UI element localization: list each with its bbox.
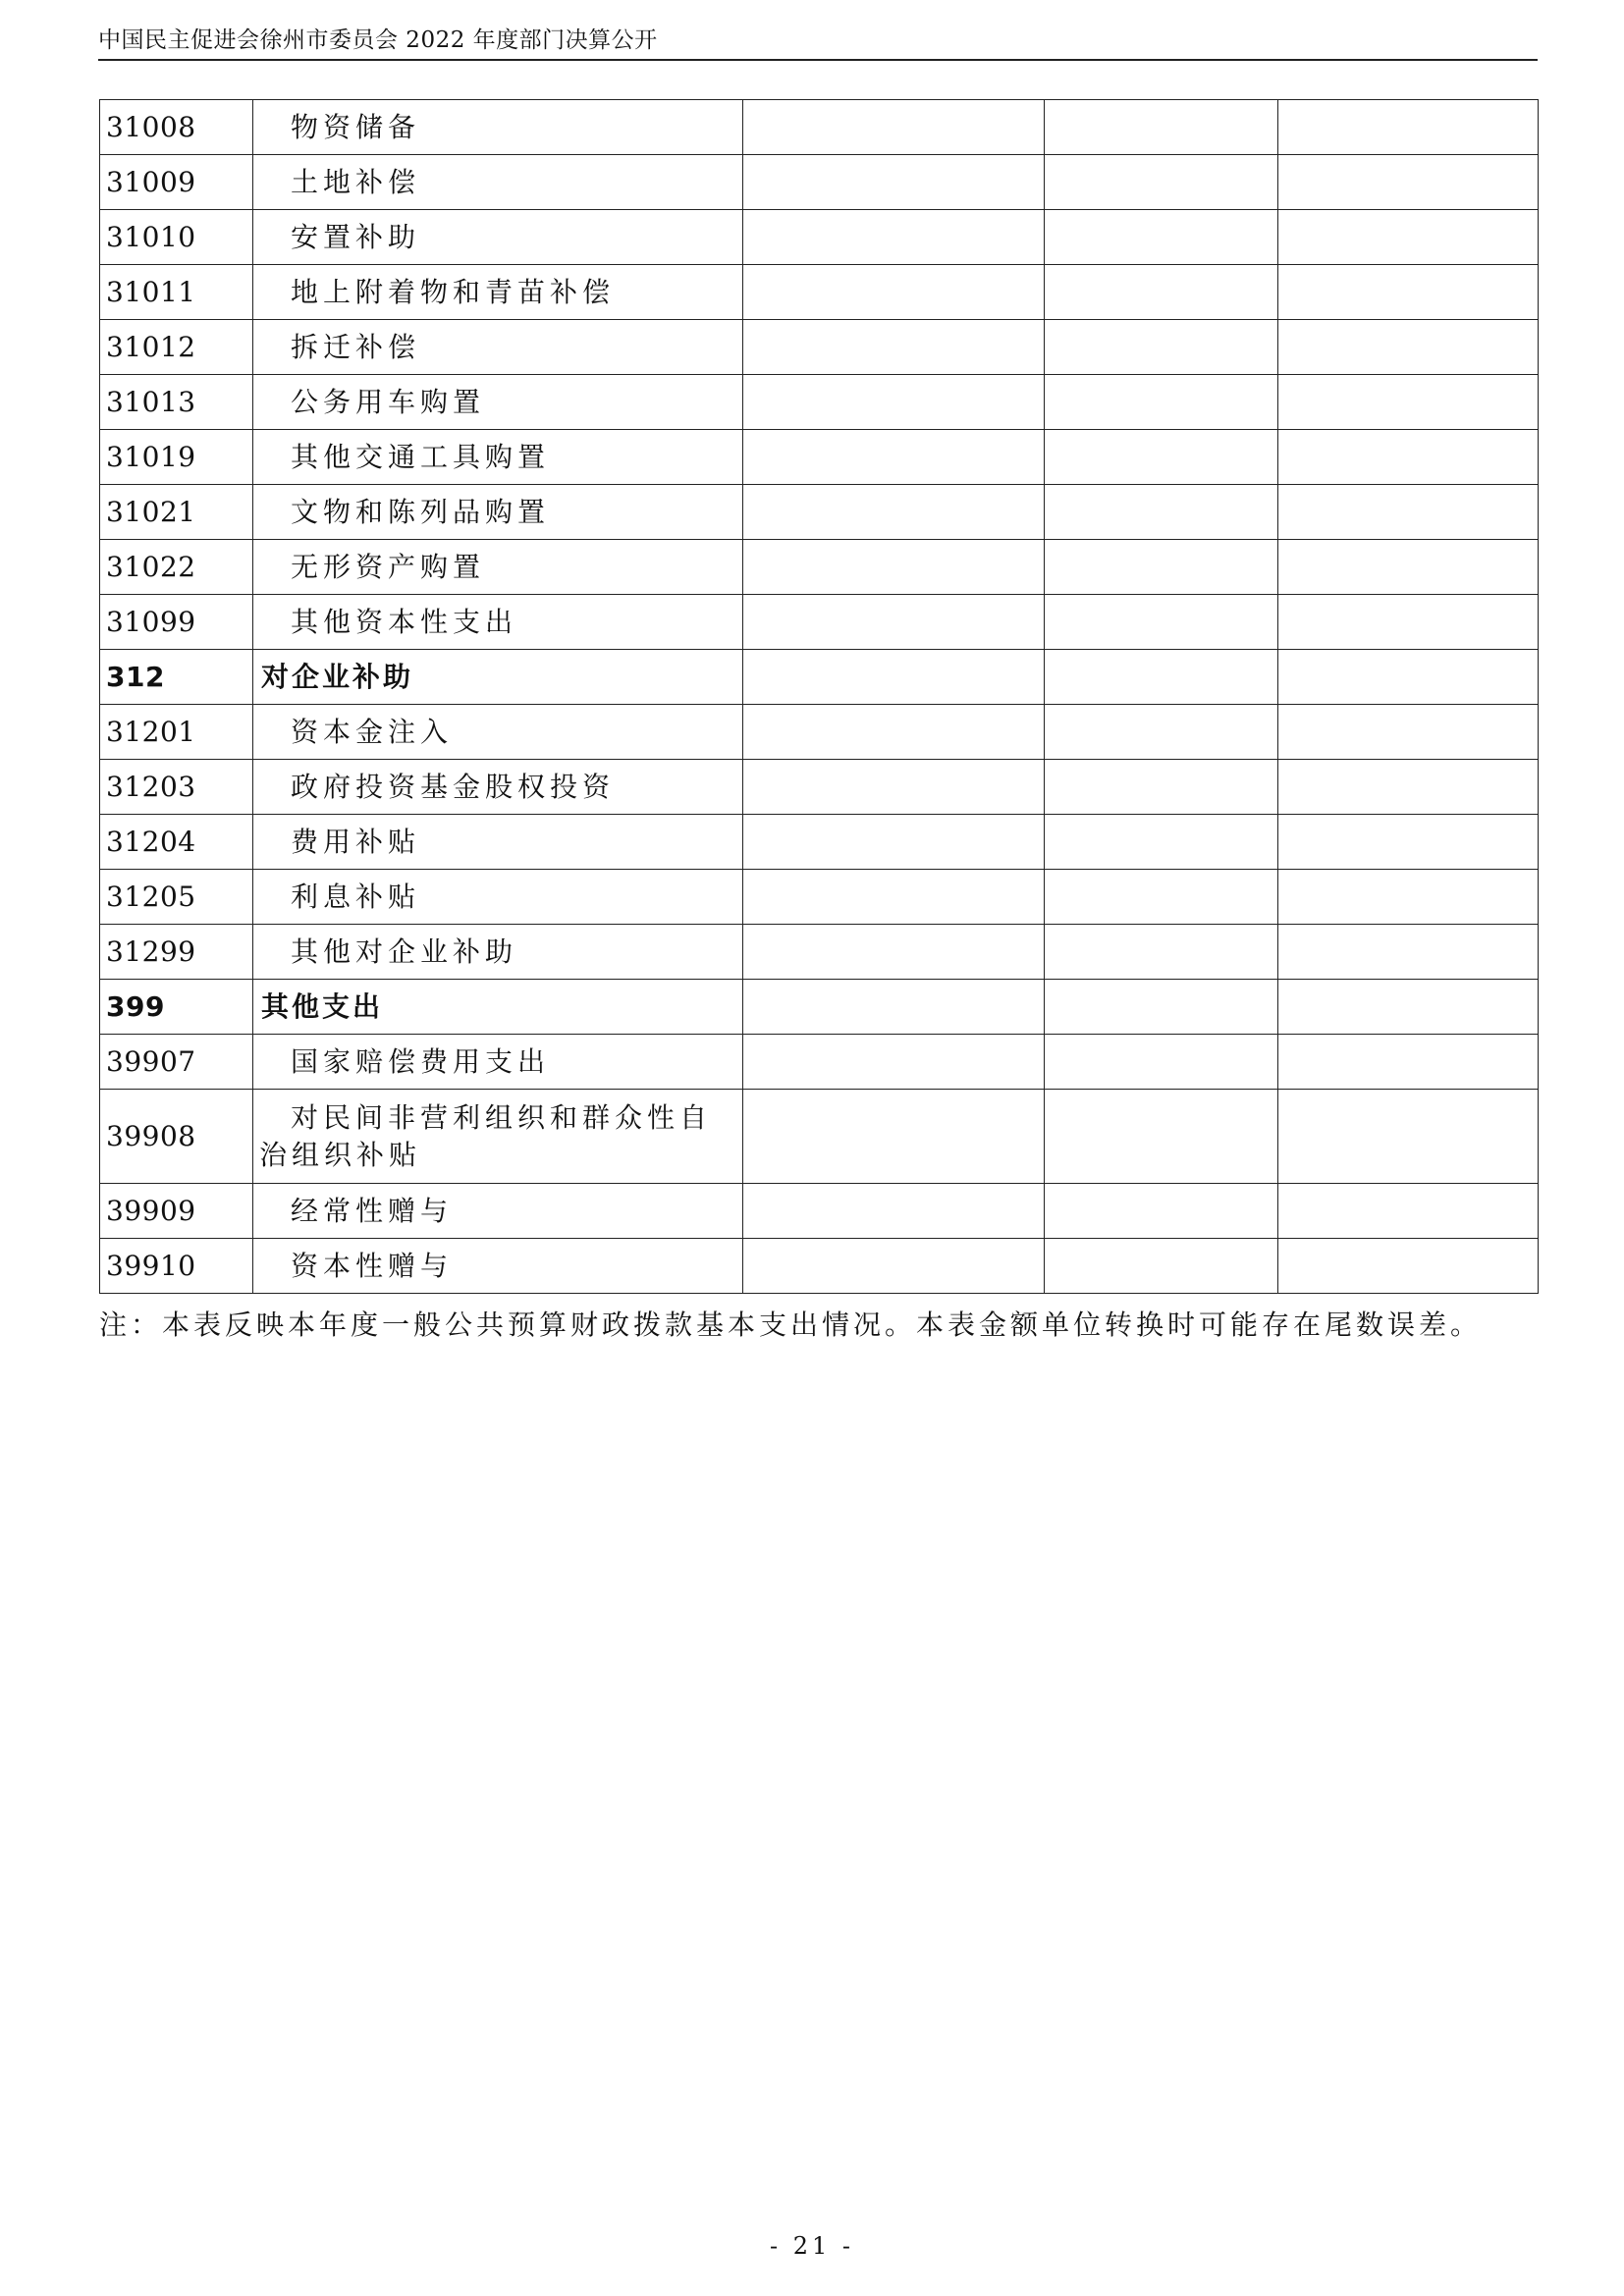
row-code: 39909: [100, 1184, 253, 1239]
amount-cell: [743, 1090, 1045, 1184]
amount-cell: [1278, 485, 1539, 540]
table-row: [100, 430, 1539, 485]
amount-cell: [1045, 705, 1278, 760]
row-name: 土地补偿: [253, 155, 743, 210]
amount-cell: [1278, 1184, 1539, 1239]
row-code: 39908: [100, 1090, 253, 1184]
table-row: [100, 320, 1539, 375]
amount-cell: [743, 1035, 1045, 1090]
amount-cell: [1045, 1239, 1278, 1294]
amount-cell: [743, 210, 1045, 265]
amount-cell: [743, 705, 1045, 760]
row-name: 国家赔偿费用支出: [253, 1035, 743, 1090]
row-name: 物资储备: [253, 100, 743, 155]
row-name: 安置补助: [253, 210, 743, 265]
category-row: [100, 980, 1539, 1035]
amount-cell: [743, 320, 1045, 375]
amount-cell: [1278, 595, 1539, 650]
document-title: 中国民主促进会徐州市委员会 2022 年度部门决算公开: [98, 27, 658, 53]
amount-cell: [1045, 485, 1278, 540]
amount-cell: [1045, 595, 1278, 650]
table-row: [100, 925, 1539, 980]
amount-cell: [743, 485, 1045, 540]
page-number: - 21 -: [769, 2232, 854, 2260]
table-row: [100, 485, 1539, 540]
amount-cell: [1045, 980, 1278, 1035]
amount-cell: [1045, 320, 1278, 375]
row-code: 31203: [100, 760, 253, 815]
row-code: 31012: [100, 320, 253, 375]
amount-cell: [1278, 650, 1539, 705]
category-row: [100, 650, 1539, 705]
row-code: 31021: [100, 485, 253, 540]
amount-cell: [743, 980, 1045, 1035]
amount-cell: [1045, 375, 1278, 430]
table-row: [100, 760, 1539, 815]
table-row: [100, 1035, 1539, 1090]
amount-cell: [1045, 540, 1278, 595]
row-code: 31008: [100, 100, 253, 155]
amount-cell: [743, 595, 1045, 650]
table-row: [100, 100, 1539, 155]
row-code: 39907: [100, 1035, 253, 1090]
row-name: 无形资产购置: [253, 540, 743, 595]
amount-cell: [1278, 815, 1539, 870]
row-code: 31204: [100, 815, 253, 870]
amount-cell: [1278, 100, 1539, 155]
table-row: [100, 540, 1539, 595]
table-row: [100, 210, 1539, 265]
row-name: 利息补贴: [253, 870, 743, 925]
amount-cell: [1278, 705, 1539, 760]
amount-cell: [743, 430, 1045, 485]
row-code: 31009: [100, 155, 253, 210]
row-name: 对民间非营利组织和群众性自治组织补贴: [253, 1090, 743, 1184]
amount-cell: [1045, 815, 1278, 870]
amount-cell: [1045, 430, 1278, 485]
amount-cell: [1045, 1035, 1278, 1090]
row-name: 其他对企业补助: [253, 925, 743, 980]
amount-cell: [743, 870, 1045, 925]
amount-cell: [1278, 1239, 1539, 1294]
amount-cell: [743, 650, 1045, 705]
amount-cell: [1045, 870, 1278, 925]
expenditure-table: [99, 99, 1539, 1294]
table-note: 注：本表反映本年度一般公共预算财政拨款基本支出情况。本表金额单位转换时可能存在尾数误差。: [99, 1308, 1483, 1341]
amount-cell: [1045, 210, 1278, 265]
amount-cell: [1045, 1184, 1278, 1239]
amount-cell: [743, 1239, 1045, 1294]
row-name: 拆迁补偿: [253, 320, 743, 375]
row-code: 31022: [100, 540, 253, 595]
amount-cell: [1045, 100, 1278, 155]
row-code: 31013: [100, 375, 253, 430]
amount-cell: [1278, 210, 1539, 265]
table-row: [100, 815, 1539, 870]
amount-cell: [1045, 925, 1278, 980]
amount-cell: [743, 1184, 1045, 1239]
amount-cell: [1278, 155, 1539, 210]
row-name: 其他支出: [253, 980, 743, 1035]
amount-cell: [743, 760, 1045, 815]
table-row: [100, 595, 1539, 650]
row-name: 对企业补助: [253, 650, 743, 705]
amount-cell: [1278, 1090, 1539, 1184]
row-code: 39910: [100, 1239, 253, 1294]
row-name: 经常性赠与: [253, 1184, 743, 1239]
row-code: 31299: [100, 925, 253, 980]
table-row: [100, 265, 1539, 320]
row-name: 地上附着物和青苗补偿: [253, 265, 743, 320]
amount-cell: [1045, 650, 1278, 705]
amount-cell: [1278, 1035, 1539, 1090]
row-code: 31099: [100, 595, 253, 650]
amount-cell: [743, 100, 1045, 155]
table-row: [100, 375, 1539, 430]
table-row: [100, 705, 1539, 760]
row-code: 31010: [100, 210, 253, 265]
row-name: 其他资本性支出: [253, 595, 743, 650]
amount-cell: [1045, 265, 1278, 320]
row-code: 31011: [100, 265, 253, 320]
amount-cell: [1045, 155, 1278, 210]
amount-cell: [1278, 320, 1539, 375]
row-name: 其他交通工具购置: [253, 430, 743, 485]
amount-cell: [1278, 430, 1539, 485]
amount-cell: [743, 265, 1045, 320]
amount-cell: [1278, 870, 1539, 925]
row-name: 资本性赠与: [253, 1239, 743, 1294]
row-code: 312: [100, 650, 253, 705]
table-row: [100, 1184, 1539, 1239]
amount-cell: [1278, 540, 1539, 595]
table-row: [100, 1090, 1539, 1184]
amount-cell: [1278, 375, 1539, 430]
amount-cell: [743, 815, 1045, 870]
row-name: 文物和陈列品购置: [253, 485, 743, 540]
row-code: 399: [100, 980, 253, 1035]
table-row: [100, 155, 1539, 210]
table-row: [100, 870, 1539, 925]
row-name: 费用补贴: [253, 815, 743, 870]
row-code: 31205: [100, 870, 253, 925]
row-code: 31019: [100, 430, 253, 485]
amount-cell: [1278, 980, 1539, 1035]
amount-cell: [743, 155, 1045, 210]
row-code: 31201: [100, 705, 253, 760]
amount-cell: [1278, 925, 1539, 980]
row-name: 公务用车购置: [253, 375, 743, 430]
row-name: 资本金注入: [253, 705, 743, 760]
page-header: [98, 24, 1538, 61]
amount-cell: [1045, 1090, 1278, 1184]
amount-cell: [743, 375, 1045, 430]
row-name: 政府投资基金股权投资: [253, 760, 743, 815]
amount-cell: [743, 925, 1045, 980]
amount-cell: [1045, 760, 1278, 815]
table-row: [100, 1239, 1539, 1294]
amount-cell: [1278, 265, 1539, 320]
amount-cell: [743, 540, 1045, 595]
amount-cell: [1278, 760, 1539, 815]
